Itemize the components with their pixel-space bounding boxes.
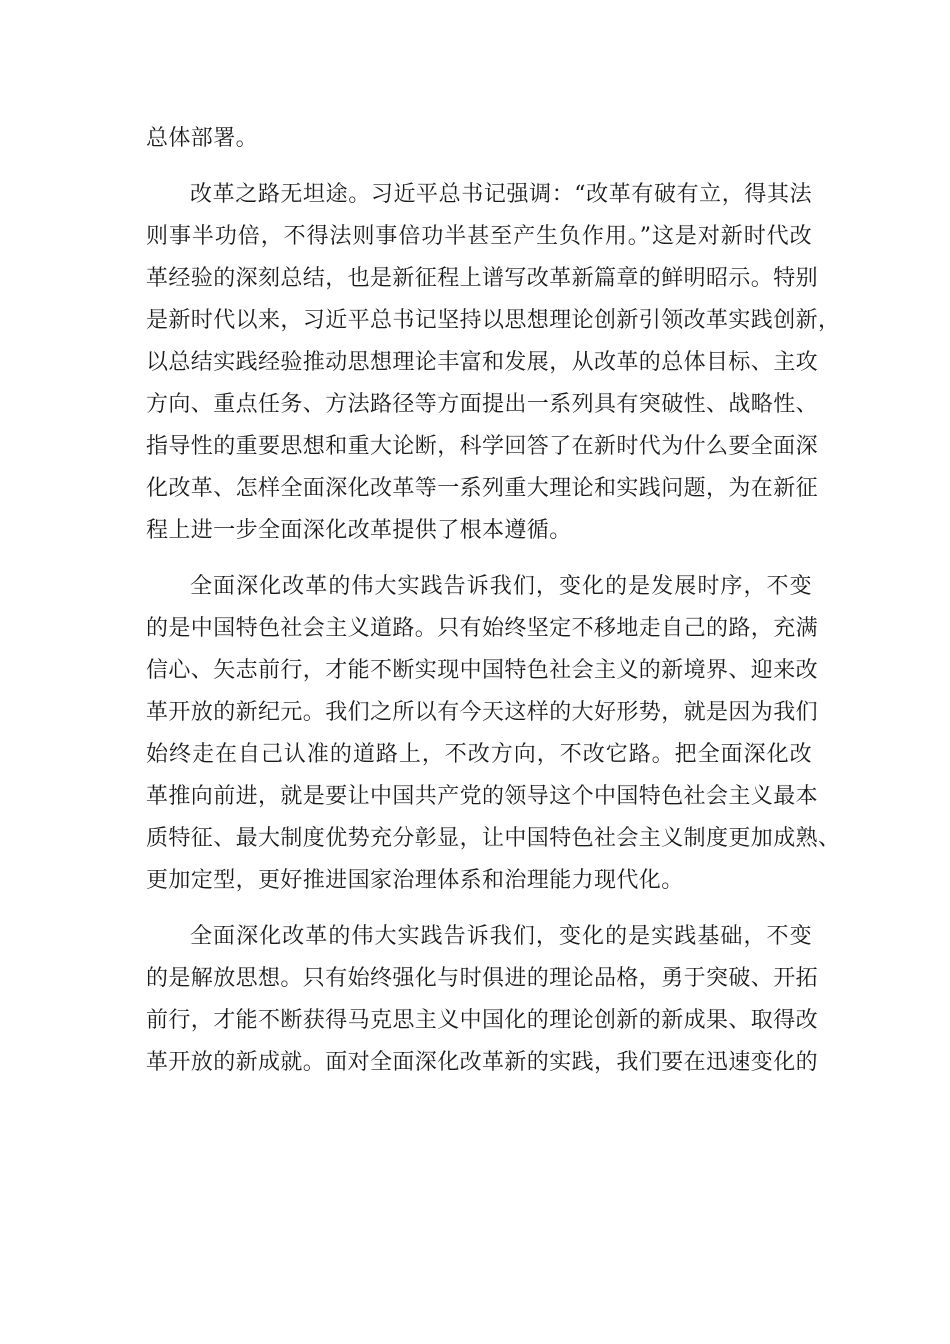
text-line: 化改革、怎样全面深化改革等一系列重大理论和实践问题，为在新征 <box>146 476 819 501</box>
text-line: 前行，才能不断获得马克思主义中国化的理论创新的新成果、取得改 <box>146 1008 819 1033</box>
text-line: 总体部署。 <box>146 126 259 151</box>
paragraph-1 <box>146 118 812 160</box>
text-line: 指导性的重要思想和重大论断，科学回答了在新时代为什么要全面深 <box>146 434 819 459</box>
text-line: 全面深化改革的伟大实践告诉我们，变化的是发展时序，不变 <box>190 574 812 599</box>
text-line: 更加定型，更好推进国家治理体系和治理能力现代化。 <box>146 868 684 893</box>
text-line: 程上进一步全面深化改革提供了根本遵循。 <box>146 518 572 543</box>
text-line: 信心、矢志前行，才能不断实现中国特色社会主义的新境界、迎来改 <box>146 658 819 683</box>
text-line: 全面深化改革的伟大实践告诉我们，变化的是实践基础，不变 <box>190 924 812 949</box>
text-line: 质特征、最大制度优势充分彰显，让中国特色社会主义制度更加成熟、 <box>146 826 841 851</box>
text-line: 革经验的深刻总结，也是新征程上谱写改革新篇章的鲜明昭示。特别 <box>146 266 819 291</box>
text-line: 革开放的新成就。面对全面深化改革新的实践，我们要在迅速变化的 <box>146 1050 819 1075</box>
text-line: 革开放的新纪元。我们之所以有今天这样的大好形势，就是因为我们 <box>146 700 819 725</box>
text-line: 是新时代以来，习近平总书记坚持以思想理论创新引领改革实践创新， <box>146 308 841 333</box>
paragraph-3 <box>146 566 841 902</box>
text-line: 改革之路无坦途。习近平总书记强调：“改革有破有立，得其法 <box>190 182 812 207</box>
text-line: 以总结实践经验推动思想理论丰富和发展，从改革的总体目标、主攻 <box>146 350 819 375</box>
paragraph-2 <box>146 174 841 552</box>
text-line: 方向、重点任务、方法路径等方面提出一系列具有突破性、战略性、 <box>146 392 819 417</box>
text-line: 的是中国特色社会主义道路。只有始终坚定不移地走自己的路，充满 <box>146 616 819 641</box>
text-line: 则事半功倍，不得法则事倍功半甚至产生负作用。”这是对新时代改 <box>146 224 812 249</box>
text-line: 的是解放思想。只有始终强化与时俱进的理论品格，勇于突破、开拓 <box>146 966 819 991</box>
document-body <box>146 118 841 1098</box>
text-line: 始终走在自己认准的道路上，不改方向，不改它路。把全面深化改 <box>146 742 812 767</box>
paragraph-4 <box>146 916 819 1084</box>
text-line: 革推向前进，就是要让中国共产党的领导这个中国特色社会主义最本 <box>146 784 819 809</box>
